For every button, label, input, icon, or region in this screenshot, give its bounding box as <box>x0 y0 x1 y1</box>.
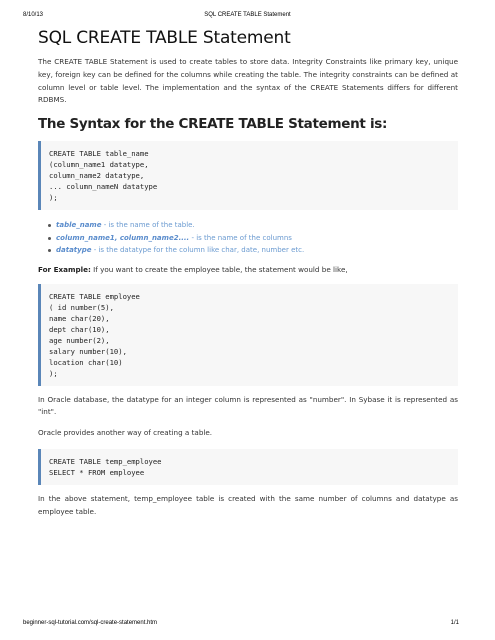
example-intro <box>38 264 458 275</box>
list-item <box>48 244 458 257</box>
list-item <box>48 232 458 245</box>
list-item <box>48 219 458 232</box>
intro-paragraph: The CREATE TABLE Statement is used to create tables to store data. Integrity Constraints like primary key, unique key, foreign key can be defined for the columns while creating the table. The integrity constraints can be defined at column level or table level. The implementation and the syntax of the CREATE Statements differs for different RDBMS. <box>38 57 458 105</box>
example-label: For Example: <box>38 264 91 274</box>
oracle-alt-paragraph: Oracle provides another way of creating a table. <box>38 428 213 438</box>
code-line: column_name2 datatype, <box>49 171 145 181</box>
print-date: 8/10/13 <box>23 12 44 18</box>
code-line: location char(10) <box>49 357 123 367</box>
page-title: SQL CREATE TABLE Statement <box>38 28 291 48</box>
code-line: CREATE TABLE table_name <box>49 149 149 159</box>
definition-list <box>48 219 458 257</box>
syntax-code-block <box>38 141 458 210</box>
definition-desc: - is the datatype for the column like char, date, number etc. <box>91 246 305 255</box>
example-text: If you want to create the employee table, the statement would be like, <box>90 264 348 274</box>
closing-paragraph: In the above statement, temp_employee table is created with the same number of columns and datatype as employee table. <box>38 494 458 516</box>
code-line: ( id number(5), <box>49 302 114 312</box>
code-line: name char(20), <box>49 313 110 323</box>
definition-term: table_name <box>56 221 102 230</box>
code-line: CREATE TABLE temp_employee <box>49 457 162 467</box>
oracle-note-paragraph: In Oracle database, the datatype for an integer column is represented as "number". In Sybase it is represented as "int". <box>38 394 458 417</box>
syntax-heading: The Syntax for the CREATE TABLE Statement is: <box>38 116 388 133</box>
print-url[interactable]: beginner-sql-tutorial.com/sql-create-statement.htm <box>23 620 158 626</box>
code-line: dept char(10), <box>49 324 110 334</box>
code-line: (column_name1 datatype, <box>49 160 149 170</box>
alt-code-block <box>38 449 458 485</box>
code-line: ... column_nameN datatype <box>49 182 158 192</box>
code-line: ); <box>49 368 58 378</box>
code-line: ); <box>49 193 58 203</box>
code-line: SELECT * FROM employee <box>49 468 145 478</box>
definition-term: column_name1, column_name2.... <box>56 233 190 242</box>
print-page-number: 1/1 <box>450 620 459 626</box>
code-line: age number(2), <box>49 335 110 345</box>
example-code-block <box>38 284 458 386</box>
print-title: SQL CREATE TABLE Statement <box>204 12 291 18</box>
definition-desc: - is the name of the columns <box>189 233 292 242</box>
article <box>38 28 458 519</box>
code-line: salary number(10), <box>49 346 127 356</box>
definition-desc: - is the name of the table. <box>101 221 195 230</box>
code-line: CREATE TABLE employee <box>49 291 140 301</box>
definition-term: datatype <box>56 246 92 255</box>
